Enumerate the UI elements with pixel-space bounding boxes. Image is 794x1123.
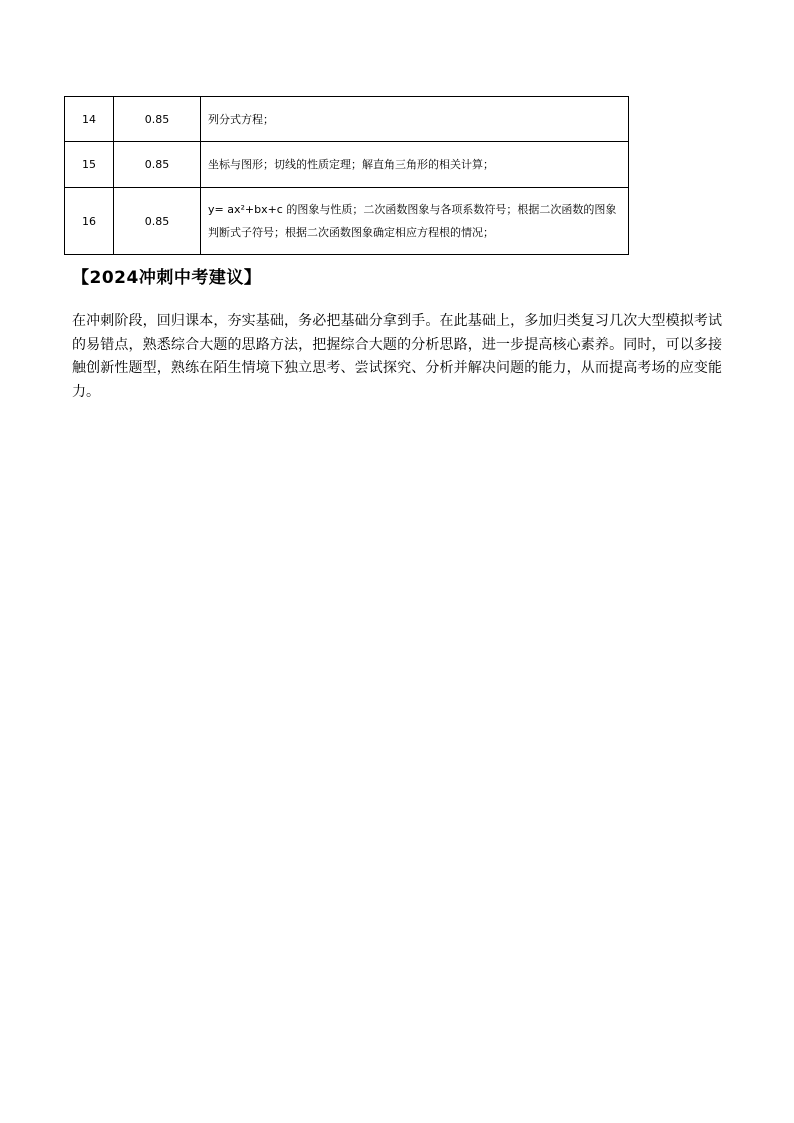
- score-rate-cell: 0.85: [114, 142, 201, 188]
- question-stats-table: [64, 96, 629, 255]
- question-number-cell: 14: [65, 97, 114, 142]
- question-number-cell: 16: [65, 188, 114, 255]
- section-heading: 【2024冲刺中考建议】: [72, 268, 262, 288]
- table-row: [65, 142, 629, 188]
- table-row: [65, 97, 629, 142]
- question-number-cell: 15: [65, 142, 114, 188]
- knowledge-points-cell: 列分式方程；: [201, 97, 629, 142]
- table-row: [65, 188, 629, 255]
- advice-paragraph: 在冲刺阶段，回归课本，夯实基础，务必把基础分拿到手。在此基础上，多加归类复习几次大型模拟考试的易错点，熟悉综合大题的思路方法，把握综合大题的分析思路，进一步提高核心素养。同时，可以多接触创新性题型，熟练在陌生情境下独立思考、尝试探究、分析并解决问题的能力，从而提高考场的应变能力。: [72, 313, 722, 400]
- score-rate-cell: 0.85: [114, 188, 201, 255]
- score-rate-cell: 0.85: [114, 97, 201, 142]
- knowledge-points-cell: 坐标与图形；切线的性质定理；解直角三角形的相关计算；: [201, 142, 629, 188]
- knowledge-points-cell: y= ax²+bx+c 的图象与性质；二次函数图象与各项系数符号；根据二次函数的图象判断式子符号；根据二次函数图象确定相应方程根的情况；: [201, 188, 629, 255]
